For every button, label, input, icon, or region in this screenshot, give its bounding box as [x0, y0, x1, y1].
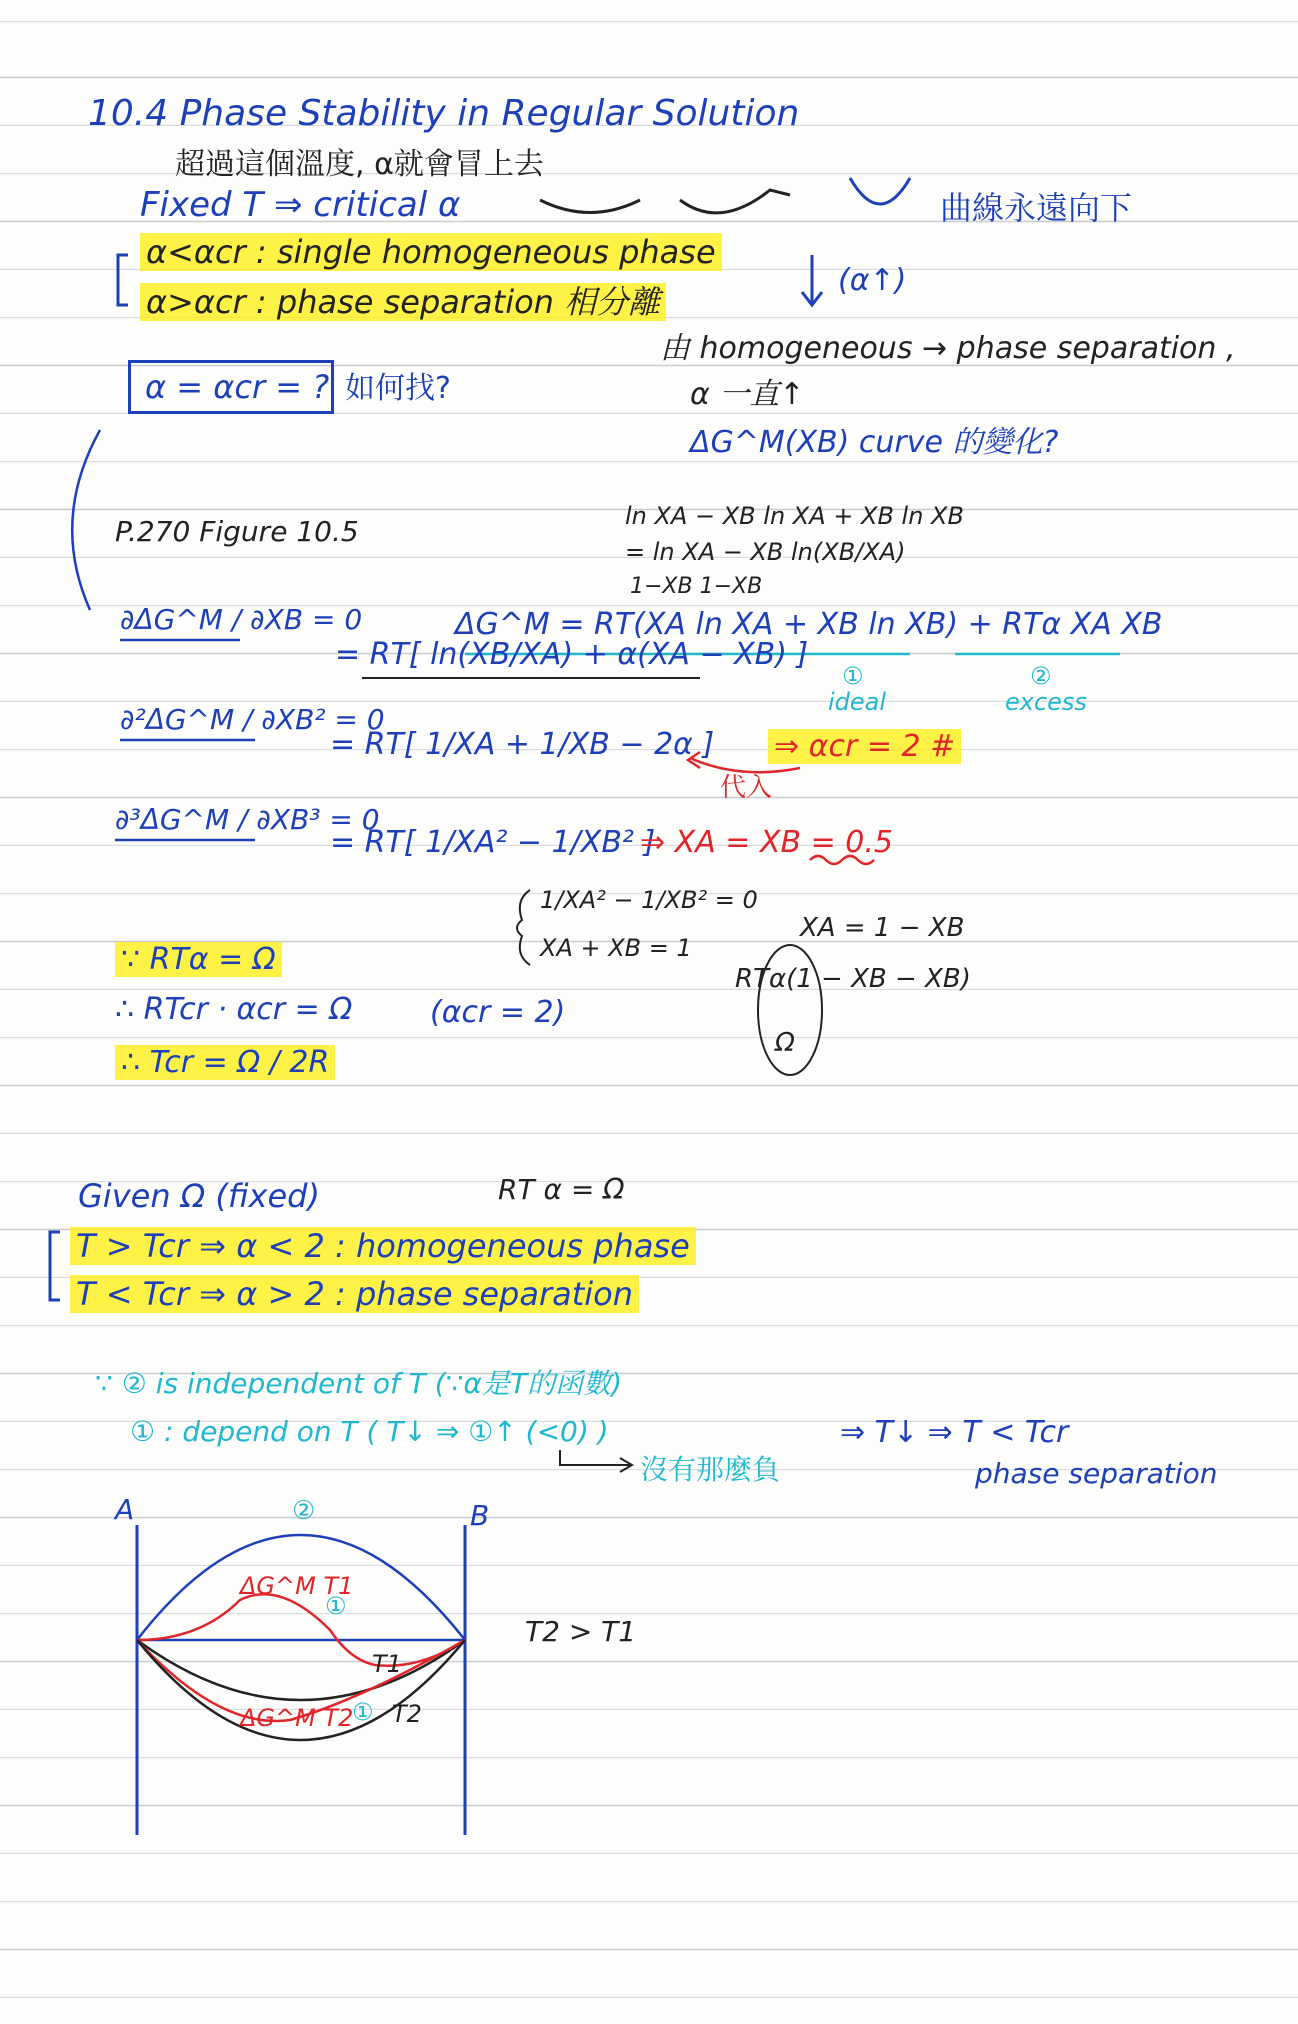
side-derivation-2: = ln XA − XB ln(XB/XA)	[625, 538, 906, 566]
figure-label-ideal-1: ①	[325, 1592, 347, 1620]
substitute-note: 代入	[720, 773, 773, 803]
how-to-find-note: 如何找?	[345, 371, 451, 406]
page-heading: 10.4 Phase Stability in Regular Solution	[88, 93, 800, 134]
figure-label-t1: T1	[372, 1650, 402, 1678]
temperature-result: ⇒ T↓ ⇒ T < Tcr	[840, 1415, 1069, 1450]
omega-mark: Ω	[775, 1028, 795, 1058]
rt-alpha-expression: RTα(1 − XB − XB)	[735, 964, 971, 994]
alpha-critical-result	[768, 729, 961, 764]
system-equation-1: 1/XA² − 1/XB² = 0	[540, 886, 758, 914]
alpha-critical-question: α = αcr = ?	[145, 368, 330, 406]
alpha-critical-result-text: ⇒ αcr = 2 #	[768, 729, 961, 764]
since-rt-alpha-text: ∵ RTα = Ω	[115, 942, 282, 977]
case-below-critical	[70, 1275, 639, 1313]
fixed-t-line: Fixed T ⇒ critical α	[140, 185, 461, 225]
first-derivative-rhs: = RT[ ln(XB/XA) + α(XA − XB) ]	[335, 637, 809, 672]
condition-phase-separation	[140, 283, 666, 321]
alpha-increase-note: (α↑)	[838, 263, 907, 298]
temperature-note: 超過這個溫度, α就會冒上去	[175, 147, 544, 182]
system-equation-2: XA + XB = 1	[540, 934, 692, 962]
gibbs-mixing-definition: ΔG^M = RT(XA ln XA + XB ln XB) + RTα XA XB	[455, 607, 1163, 642]
therefore-critical-product: ∴ RTcr · αcr = Ω	[115, 992, 353, 1027]
figure-label-t2: T2	[392, 1700, 422, 1728]
case-above-critical-text: T > Tcr ⇒ α < 2 : homogeneous phase	[70, 1227, 696, 1265]
third-derivative-lhs: ∂³ΔG^M / ∂XB³ = 0	[115, 803, 380, 836]
second-derivative-rhs: = RT[ 1/XA + 1/XB − 2α ]	[330, 727, 715, 762]
homogeneous-transition-note: 由 homogeneous → phase separation ,	[660, 331, 1236, 366]
given-omega: Given Ω (fixed)	[78, 1177, 320, 1215]
alpha-increasing-note: α 一直↑	[690, 377, 805, 412]
temperature-comparison: T2 > T1	[525, 1615, 637, 1648]
phase-separation-result: phase separation	[975, 1457, 1218, 1490]
figure-reference: P.270 Figure 10.5	[115, 515, 359, 548]
rt-alpha-omega: RT α = Ω	[498, 1173, 625, 1206]
critical-temperature-text: ∴ Tcr = Ω / 2R	[115, 1045, 335, 1080]
alpha-critical-box	[128, 360, 334, 414]
case-below-critical-text: T < Tcr ⇒ α > 2 : phase separation	[70, 1275, 639, 1313]
alpha-critical-value: (αcr = 2)	[430, 995, 566, 1030]
figure-label-b: B	[470, 1499, 490, 1532]
figure-label-a: A	[115, 1493, 135, 1526]
not-so-negative-note: 沒有那麼負	[640, 1453, 781, 1486]
critical-temperature	[115, 1045, 335, 1080]
since-rt-alpha	[115, 942, 282, 977]
condition-phase-separation-text: α>αcr : phase separation 相分離	[140, 283, 666, 321]
ideal-term-label: ideal	[828, 688, 887, 716]
curve-change-question: ΔG^M(XB) curve 的變化?	[690, 425, 1059, 460]
independent-note: ∵ ② is independent of T (∵α是T的函數)	[95, 1367, 622, 1400]
condition-single-phase	[140, 233, 722, 271]
composition-result: ⇒ XA = XB = 0.5	[640, 825, 894, 860]
side-derivation-1: ln XA − XB ln XA + XB ln XB	[625, 502, 964, 530]
excess-term-label: excess	[1005, 688, 1087, 716]
dependent-note: ① : depend on T ( T↓ ⇒ ①↑ (<0) )	[130, 1415, 609, 1448]
third-derivative-rhs: = RT[ 1/XA² − 1/XB² ]	[330, 825, 656, 860]
ideal-term-number: ①	[842, 662, 864, 690]
curve-down-note: 曲線永遠向下	[940, 189, 1133, 227]
case-above-critical	[70, 1227, 696, 1265]
side-derivation-3: 1−XB 1−XB	[630, 574, 763, 599]
excess-term-number: ②	[1030, 662, 1052, 690]
second-derivative-lhs: ∂²ΔG^M / ∂XB² = 0	[120, 703, 385, 736]
figure-label-excess: ②	[292, 1496, 316, 1526]
figure-label-dg-t1: ΔG^M T1	[240, 1572, 354, 1600]
condition-single-phase-text: α<αcr : single homogeneous phase	[140, 233, 722, 271]
xa-relation: XA = 1 − XB	[800, 913, 965, 943]
first-derivative-lhs: ∂ΔG^M / ∂XB = 0	[120, 603, 363, 636]
figure-label-ideal-2: ①	[352, 1698, 374, 1726]
figure-label-dg-t2: ΔG^M T2	[240, 1704, 354, 1732]
